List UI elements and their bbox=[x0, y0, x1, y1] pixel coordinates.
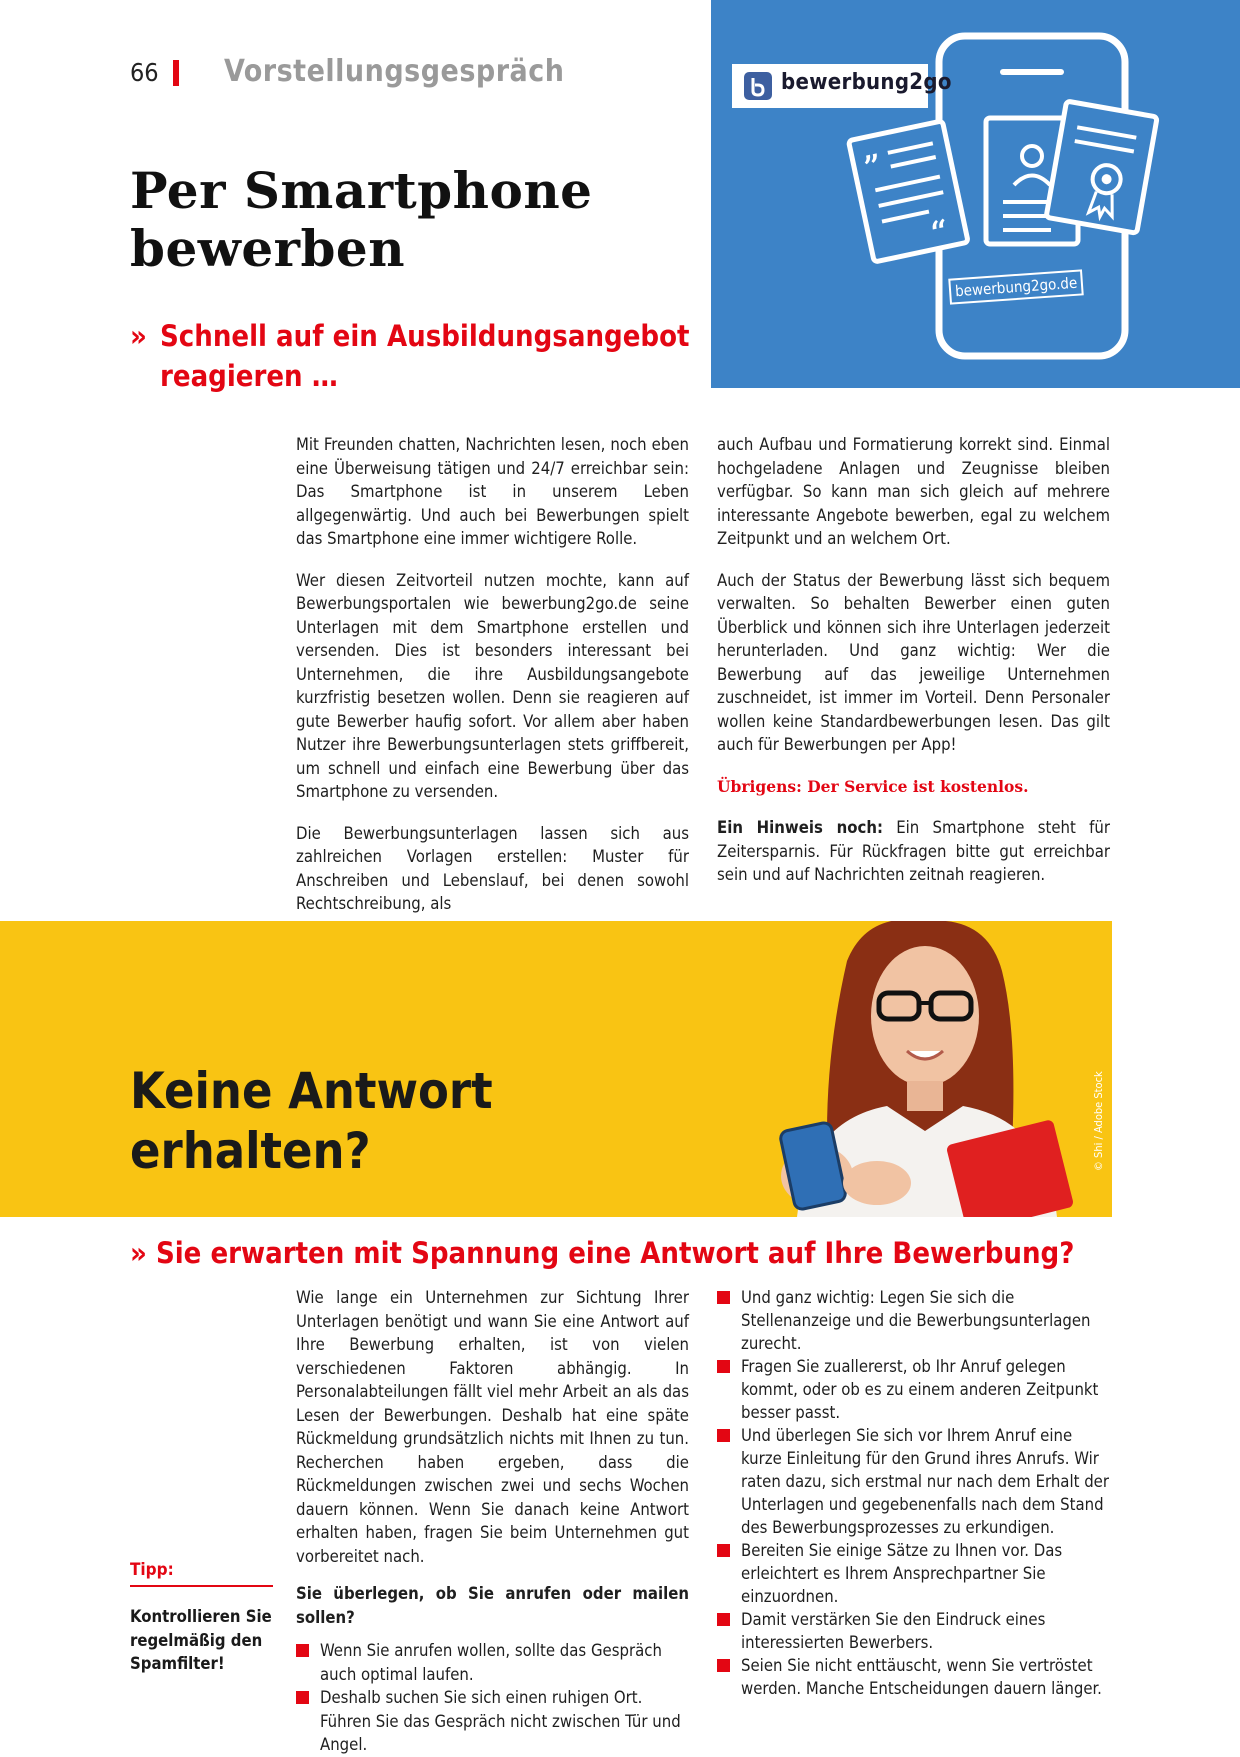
woman-with-smartphone-photo bbox=[737, 921, 1112, 1217]
article2-column-right bbox=[717, 1286, 1117, 1700]
subtitle-chevron: » bbox=[130, 1236, 147, 1270]
paragraph: Die Bewerbungsunterlagen lassen sich aus zahlreichen Vorlagen erstellen: Muster für Anschreiben und Lebenslauf, bei denen sowohl Rechtschreibung, als bbox=[296, 823, 689, 913]
tip-text: Kontrollieren Sie regelmäßig den Spamfilter! bbox=[130, 1607, 272, 1673]
certificate-document-icon bbox=[1046, 101, 1157, 233]
list-item: Fragen Sie zuallererst, ob Ihr Anruf gelegen kommt, oder ob es zu einem anderen Zeitpunkt besser passt. bbox=[717, 1355, 1117, 1424]
call-or-mail-subheading: Sie überlegen, ob Sie anrufen oder mailen sollen? bbox=[296, 1584, 689, 1627]
tip-label: Tipp: bbox=[130, 1560, 174, 1580]
keine-antwort-banner bbox=[0, 921, 1112, 1217]
hint-text: Ein Smartphone steht für Zeitersparnis. Für Rückfragen bitte gut erreichbar sein und auf Nachrichten zeitnah reagieren. bbox=[717, 818, 1110, 884]
list-item: Bereiten Sie einige Sätze zu Ihnen vor. Das erleichtert es Ihrem Ansprechpartner Sie einzuordnen. bbox=[717, 1539, 1117, 1608]
list-item: Wenn Sie anrufen wollen, sollte das Gespräch auch optimal laufen. bbox=[296, 1639, 689, 1686]
logo-text: bewerbung2go bbox=[781, 70, 952, 95]
banner-title-line-2: erhalten? bbox=[130, 1122, 371, 1180]
service-highlight: Übrigens: Der Service ist kostenlos. bbox=[717, 776, 1029, 796]
list-item: Und überlegen Sie sich vor Ihrem Anruf eine kurze Einleitung für den Grund ihres Anrufs. Wir raten dazu, sich erstmal nur nach dem Erhalt der Unterlagen und gegebenenfalls nach dem Stand des Bewerbungsprozesses zu erkundigen. bbox=[717, 1424, 1117, 1539]
paragraph: Wie lange ein Unternehmen zur Sichtung Ihrer Unterlagen benötigt und wann Sie eine Antwort auf Ihre Bewerbung erhalten, ist von vielen verschiedenen Faktoren abhängig. In Personalabteilungen fällt viel mehr Arbeit an als das Lesen der Bewerbungen. Deshalb hat eine späte Rückmeldung grundsätzlich nichts mit Ihnen zu tun. Recherchen haben ergeben, dass die Rückmeldungen zwischen zwei und sechs Wochen dauern können. Wenn Sie danach keine Antwort erhalten haben, fragen Sie beim Unternehmen gut vorbereitet nach. bbox=[296, 1288, 689, 1566]
subtitle-line-2: reagieren … bbox=[160, 359, 338, 393]
list-item: Und ganz wichtig: Legen Sie sich die Stellenanzeige und die Bewerbungsunterlagen zurecht. bbox=[717, 1286, 1117, 1355]
subtitle-chevron: » bbox=[130, 319, 147, 353]
subtitle-line-1: Schnell auf ein Ausbildungsangebot bbox=[160, 319, 690, 353]
svg-text:“: “ bbox=[928, 213, 953, 252]
smartphone-documents-illustration bbox=[711, 0, 1240, 388]
list-item: Damit verstärken Sie den Eindruck eines interessierten Bewerbers. bbox=[717, 1608, 1117, 1654]
tip-divider bbox=[130, 1585, 273, 1587]
bullet-list-right bbox=[717, 1286, 1117, 1700]
article-title-line-2: bewerben bbox=[130, 219, 406, 278]
hint-label: Ein Hinweis noch: bbox=[717, 818, 883, 837]
article1-column-left bbox=[296, 433, 689, 934]
quote-document-icon bbox=[848, 121, 968, 264]
paragraph: Auch der Status der Bewerbung lässt sich bequem verwalten. So behalten Bewerber einen guten Überblick und können sich ihre Unterlagen jederzeit herunterladen. Und ganz wichtig: Wer die Bewerbung auf das jeweilige Unternehmen zuschneidet, ist immer im Vorteil. Denn Personaler wollen keine Standardbewerbungen lesen. Das gilt auch für Bewerbungen per App! bbox=[717, 570, 1110, 754]
bewerbung2go-logo-icon bbox=[744, 72, 772, 100]
bewerbung2go-logo bbox=[732, 64, 952, 108]
article-title bbox=[130, 162, 730, 278]
banner-title-line-1: Keine Antwort bbox=[130, 1062, 493, 1120]
promo-url: bewerbung2go.de bbox=[948, 269, 1084, 304]
face-shape bbox=[871, 946, 979, 1086]
article2-subtitle-text: Sie erwarten mit Spannung eine Antwort auf Ihre Bewerbung? bbox=[155, 1236, 1075, 1270]
banner-title bbox=[130, 1061, 493, 1181]
paragraph: Wer diesen Zeitvorteil nutzen mochte, kann auf Bewerbungsportalen wie bewerbung2go.de seine Unterlagen mit dem Smartphone erstellen und versenden. Dies ist besonders interessant bei Unternehmen, die ihre Ausbildungsangebote kurzfristig besetzen wollen. Denn sie reagieren auf gute Bewerber haufig sofort. Vor allem aber haben Nutzer ihre Bewerbungsunterlagen stets griffbereit, um schnell und einfach eine Bewerbung über das Smartphone zu versenden. bbox=[296, 570, 689, 801]
paragraph: auch Aufbau und Formatierung korrekt sind. Einmal hochgeladene Anlagen und Zeugnisse bleiben verfügbar. So kann man sich gleich auf mehrere interessante Angebote bewerben, egal zu welchem Zeitpunkt und an welchem Ort. bbox=[717, 435, 1110, 548]
hint-paragraph bbox=[717, 816, 1110, 887]
paragraph: Mit Freunden chatten, Nachrichten lesen, noch eben eine Überweisung tätigen und 24/7 erreichbar sein: Das Smartphone ist in unserem Leben allgegenwärtig. Und auch bei Bewerbungen spielt das Smartphone eine immer wichtigere Rolle. bbox=[296, 435, 689, 548]
section-title: Vorstellungsgespräch bbox=[224, 54, 565, 89]
list-item: Deshalb suchen Sie sich einen ruhigen Ort. Führen Sie das Gespräch nicht zwischen Tür und Angel. bbox=[296, 1686, 689, 1757]
bewerbung2go-promo bbox=[711, 0, 1240, 388]
page-number: 66 bbox=[130, 58, 159, 87]
article-title-line-1: Per Smartphone bbox=[130, 161, 593, 220]
article2-subtitle bbox=[130, 1236, 1130, 1270]
list-item: Seien Sie nicht enttäuscht, wenn Sie vertröstet werden. Manche Entscheidungen dauern länger. bbox=[717, 1654, 1117, 1700]
article-subtitle bbox=[130, 316, 710, 396]
page-number-divider bbox=[173, 60, 179, 86]
article2-column-left bbox=[296, 1286, 689, 1757]
svg-text:”: ” bbox=[860, 147, 886, 186]
bullet-list-left bbox=[296, 1639, 689, 1757]
article1-column-right bbox=[717, 433, 1110, 905]
photo-credit: © Shi / Adobe Stock bbox=[1092, 1071, 1105, 1171]
